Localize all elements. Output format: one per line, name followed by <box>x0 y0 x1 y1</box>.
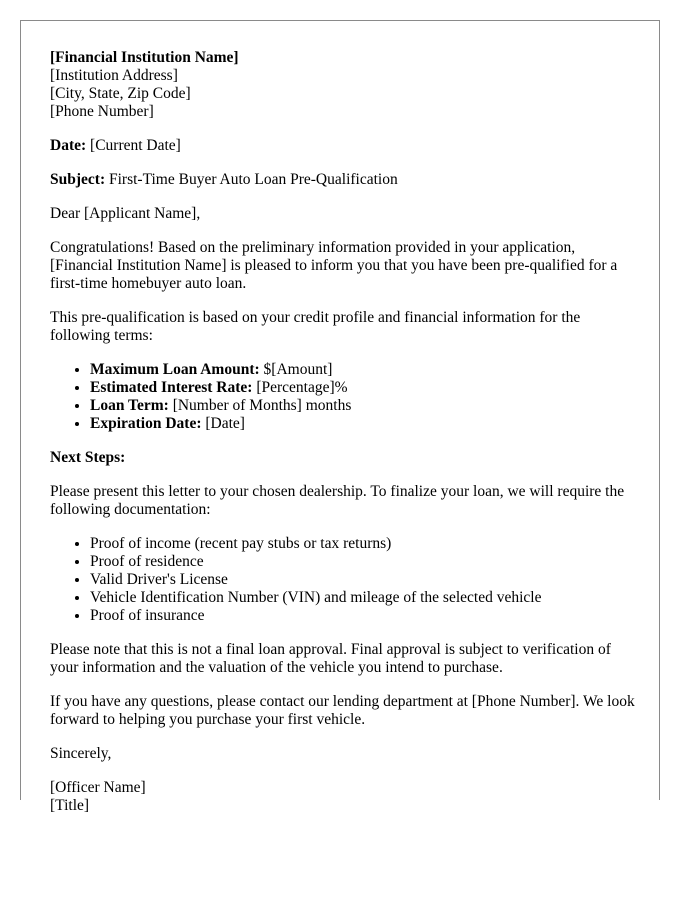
contact-paragraph: If you have any questions, please contact our lending department at [Phone Number]. We look forward to helping you purchase your first vehicle. <box>50 693 635 728</box>
subject-line <box>50 171 640 189</box>
letterhead <box>50 49 640 121</box>
letter-page <box>20 20 660 814</box>
terms-intro-paragraph: This pre-qualification is based on your credit profile and financial information for the following terms: <box>50 309 581 344</box>
closing: Sincerely, <box>50 745 112 762</box>
term-value: $[Amount] <box>263 361 333 378</box>
document-item: • Valid Driver's License <box>90 571 640 589</box>
institution-name: [Financial Institution Name] <box>50 49 239 66</box>
institution-phone: [Phone Number] <box>50 103 154 120</box>
term-value: [Date] <box>205 415 245 432</box>
next-steps-paragraph: Please present this letter to your chosen dealership. To finalize your loan, we will require the following documentation: <box>50 483 625 518</box>
term-item-expiration <box>90 415 640 433</box>
term-value: [Number of Months] months <box>172 397 352 414</box>
terms-list <box>50 361 640 433</box>
date-value: [Current Date] <box>90 137 181 154</box>
term-label: Expiration Date: <box>90 415 202 432</box>
term-label: Loan Term: <box>90 397 169 414</box>
document-item: • Proof of insurance <box>90 607 640 625</box>
disclaimer-paragraph: Please note that this is not a final loan approval. Final approval is subject to verification of your information and the valuation of the vehicle you intend to purchase. <box>50 641 611 676</box>
term-item-interest-rate <box>90 379 640 397</box>
term-item-loan-term <box>90 397 640 415</box>
letter-body <box>50 49 640 831</box>
officer-name: [Officer Name] <box>50 779 146 796</box>
salutation: Dear [Applicant Name], <box>50 205 201 222</box>
signature-block <box>50 779 640 815</box>
term-label: Estimated Interest Rate: <box>90 379 253 396</box>
subject-label: Subject: <box>50 171 106 188</box>
officer-title: [Title] <box>50 797 90 814</box>
intro-paragraph: Congratulations! Based on the preliminary information provided in your application, [Financial Institution Name] is pleased to inform you that you have been pre-qualified for a first-time homebuyer auto loan. <box>50 239 618 292</box>
term-item-max-loan <box>90 361 640 379</box>
term-label: Maximum Loan Amount: <box>90 361 260 378</box>
subject-value: First-Time Buyer Auto Loan Pre-Qualification <box>108 171 398 188</box>
documents-list <box>50 535 640 625</box>
institution-city-state-zip: [City, State, Zip Code] <box>50 85 191 102</box>
date-label: Date: <box>50 137 87 154</box>
document-item: • Proof of residence <box>90 553 640 571</box>
term-value: [Percentage]% <box>256 379 348 396</box>
date-line <box>50 137 640 155</box>
institution-address: [Institution Address] <box>50 67 178 84</box>
document-item: • Proof of income (recent pay stubs or tax returns) <box>90 535 640 553</box>
document-item: • Vehicle Identification Number (VIN) and mileage of the selected vehicle <box>90 589 640 607</box>
next-steps-heading: Next Steps: <box>50 449 126 466</box>
